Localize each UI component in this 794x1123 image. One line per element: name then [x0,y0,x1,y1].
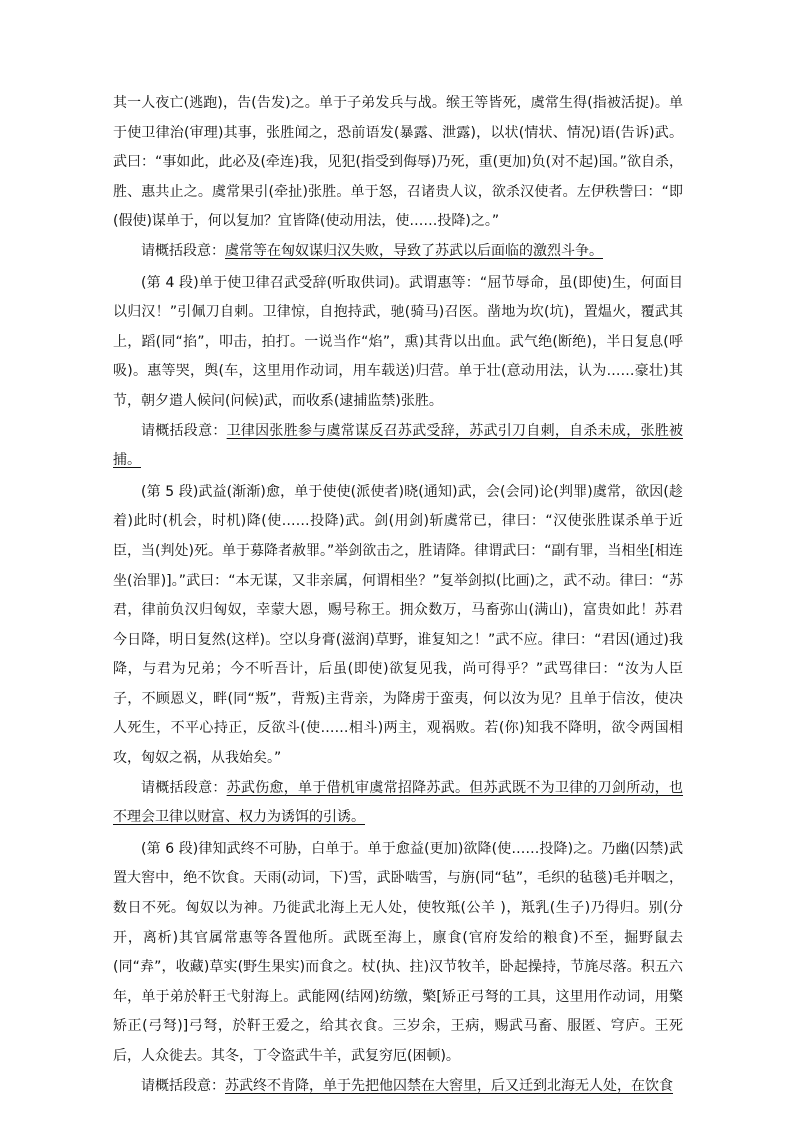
summary-answer: 卫律因张胜参与虞常谋反召苏武受辞，苏武引刀自刺，自杀未成，张胜被捕。 [113,422,684,469]
summary-prompt [113,417,683,476]
summary-prompt [113,1072,683,1102]
document-page [113,89,683,1101]
summary-label: 请概括段意： [141,779,227,796]
paragraph-5: (第 5 段)武益(渐渐)愈，单于使使(派使者)晓(通知)武，会(会同)论(判罪)虞常，欲因(趁着)此时(机会，时机)降(使……投降)武。剑(用剑)斩虞常已，律曰：“汉使张胜谋杀单于近臣，当(判处)死。单于募降者赦罪。”举剑欲击之，胜请降。律谓武曰：“副有罪，当相坐[相连坐(治罪)]。”武曰：“本无谋，又非亲属，何谓相坐？”复举剑拟(比画)之，武不动。律曰：“苏君，律前负汉归匈奴，幸蒙大恩，赐号称王。拥众数万，马畜弥山(满山)，富贵如此！苏君今日降，明日复然(这样)。空以身膏(滋润)草野，谁复知之！”武不应。律曰：“君因(通过)我降，与君为兄弟；今不听吾计，后虽(即使)欲复见我，尚可得乎？”武骂律曰：“汝为人臣子，不顾恩义，畔(同“叛”，背叛)主背亲，为降虏于蛮夷，何以汝为见？且单于信汝，使决人死生，不平心持正，反欲斗(使……相斗)两主，观祸败。若(你)知我不降明，欲令两国相攻，匈奴之祸，从我始矣。” [113,483,683,767]
paragraph-3-continuation: 其一人夜亡(逃跑)，告(告发)之。单于子弟发兵与战。缑王等皆死，虞常生得(指被活捉)。单于使卫律治(审理)其事，张胜闻之，恐前语发(暴露、泄露)，以状(情状、情况)语(告诉)武。武曰：“事如此，此必及(牵连)我，见犯(指受到侮辱)乃死，重(更加)负(对不起)国。”欲自杀，胜、惠共止之。虞常果引(牵扯)张胜。单于怒，召诸贵人议，欲杀汉使者。左伊秩訾曰：“即(假使)谋单于，何以复加？宜皆降(使动用法，使……投降)之。” [113,95,683,230]
summary-prompt [113,774,683,833]
summary-answer: 苏武伤愈，单于借机审虞常招降苏武。但苏武既不为卫律的刀剑所动，也不理会卫律以财富、权力为诱饵的引诱。 [113,779,684,826]
summary-answer: 虞常等在匈奴谋归汉失败，导致了苏武以后面临的激烈斗争。 [225,242,603,259]
paragraph-4: (第 4 段)单于使卫律召武受辞(听取供词)。武谓惠等：“屈节辱命，虽(即使)生，何面目以归汉！”引佩刀自刺。卫律惊，自抱持武，驰(骑马)召医。凿地为坎(坑)，置煴火，覆武其上，蹈(同“掐”，叩击，拍打。一说当作“焰”，熏)其背以出血。武气绝(断绝)，半日复息(呼吸)。惠等哭，舆(车，这里用作动词，用车载送)归营。单于壮(意动用法，认为……豪壮)其节，朝夕遣人候问(问候)武，而收系(逮捕监禁)张胜。 [113,274,683,409]
summary-label: 请概括段意： [141,242,225,259]
summary-label: 请概括段意： [141,1077,225,1094]
summary-answer: 苏武终不肯降，单于先把他囚禁在大窖里，后又迁到北海无人处，在饮食 [225,1077,673,1094]
summary-label: 请概括段意： [141,422,227,439]
summary-prompt [113,237,683,267]
paragraph-6: (第 6 段)律知武终不可胁，白单于。单于愈益(更加)欲降(使……投降)之。乃幽(囚禁)武置大窖中，绝不饮食。天雨(动词，下)雪，武卧啮雪，与旃(同“毡”，毛织的毡毯)毛并咽之，数日不死。匈奴以为神。乃徙武北海上无人处，使牧羝(公羊 )，羝乳(生子)乃得归。别(分开，离析)其官属常惠等各置他所。武既至海上，廪食(官府发给的粮食)不至，掘野鼠去(同“弆”，收藏)草实(野生果实)而食之。杖(执、拄)汉节牧羊，卧起操持，节旄尽落。积五六年，单于弟於靬王弋射海上。武能网(结网)纺缴，檠[矫正弓弩的工具，这里用作动词，用檠矫正(弓弩)]弓弩，於靬王爱之，给其衣食。三岁余，王病，赐武马畜、服匿、穹庐。王死后，人众徙去。其冬，丁令盗武牛羊，武复穷厄(困顿)。 [113,840,683,1064]
